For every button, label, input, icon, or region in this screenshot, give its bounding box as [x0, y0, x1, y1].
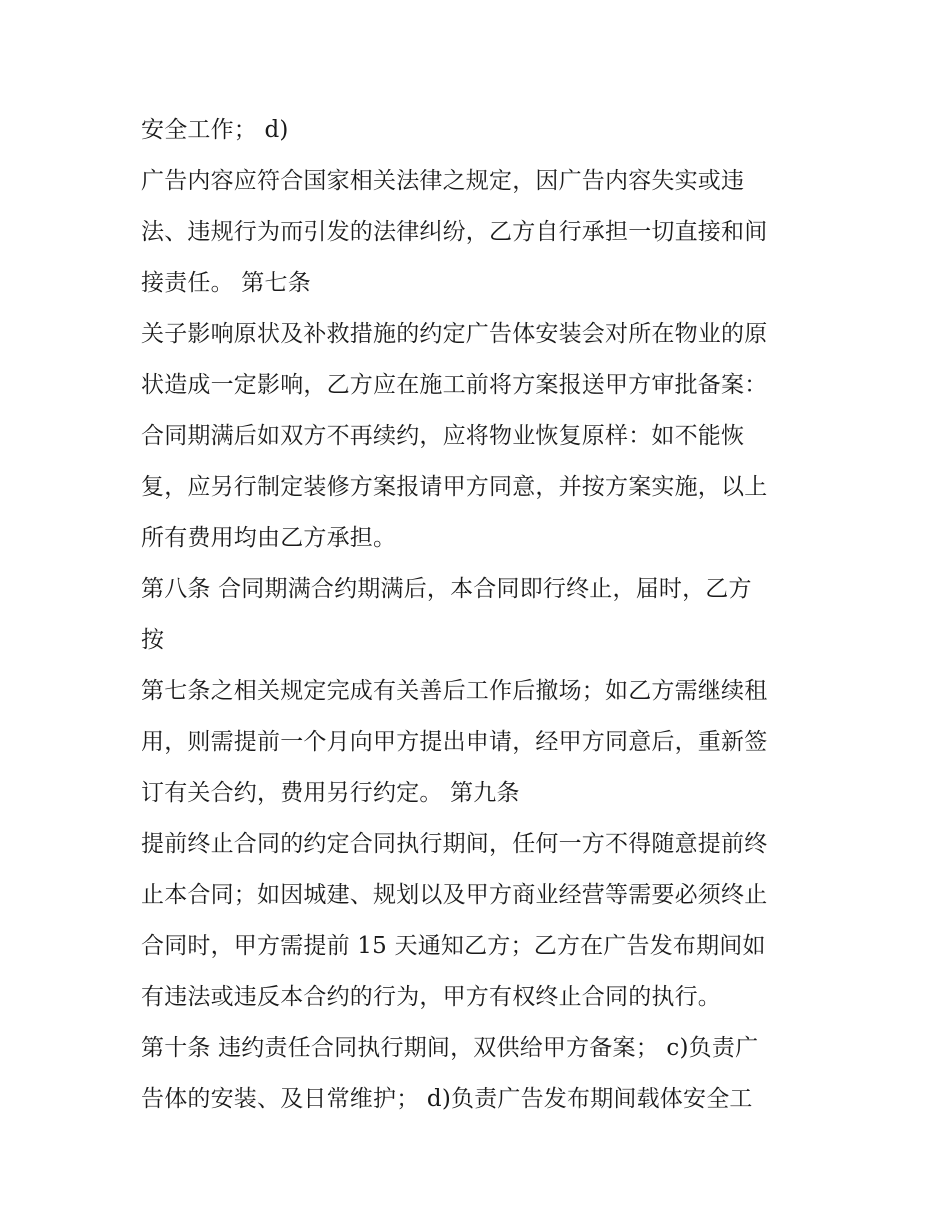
text-line: 第七条之相关规定完成有关善后工作后撤场；如乙方需继续租: [141, 678, 768, 704]
text-line: 安全工作； d): [141, 117, 289, 143]
text-line: 用，则需提前一个月向甲方提出申请，经甲方同意后，重新签: [141, 729, 768, 755]
text-line: 所有费用均由乙方承担。: [141, 525, 397, 551]
text-line: 第八条 合同期满合约期满后，本合同即行终止，届时，乙方: [141, 576, 752, 602]
text-line: 第十条 违约责任合同执行期间，双供给甲方备案； c)负责广: [141, 1035, 759, 1061]
text-line: 提前终止合同的约定合同执行期间，任何一方不得随意提前终: [141, 831, 768, 857]
text-line: 有违法或违反本合约的行为，甲方有权终止合同的执行。: [141, 984, 721, 1010]
text-line: 订有关合约，费用另行约定。 第九条: [141, 780, 520, 806]
text-line: 止本合同；如因城建、规划以及甲方商业经营等需要必须终止: [141, 882, 768, 908]
text-line: 接责任。 第七条: [141, 270, 311, 296]
text-line: 法、违规行为而引发的法律纠纷，乙方自行承担一切直接和间: [141, 219, 768, 245]
text-line: 复，应另行制定装修方案报请甲方同意，并按方案实施，以上: [141, 474, 768, 500]
text-line: 状造成一定影响，乙方应在施工前将方案报送甲方审批备案：: [141, 372, 768, 398]
text-line: 合同时，甲方需提前 15 天通知乙方；乙方在广告发布期间如: [141, 933, 766, 959]
text-line: 广告内容应符合国家相关法律之规定，因广告内容失实或违: [141, 168, 745, 194]
contract-text-block: [141, 108, 821, 1128]
text-line: 告体的安装、及日常维护； d)负责广告发布期间载体安全工: [141, 1086, 753, 1112]
text-line: 按: [141, 627, 165, 653]
text-line: 合同期满后如双方不再续约，应将物业恢复原样：如不能恢: [141, 423, 745, 449]
text-line: 关子影响原状及补救措施的约定广告体安装会对所在物业的原: [141, 321, 768, 347]
